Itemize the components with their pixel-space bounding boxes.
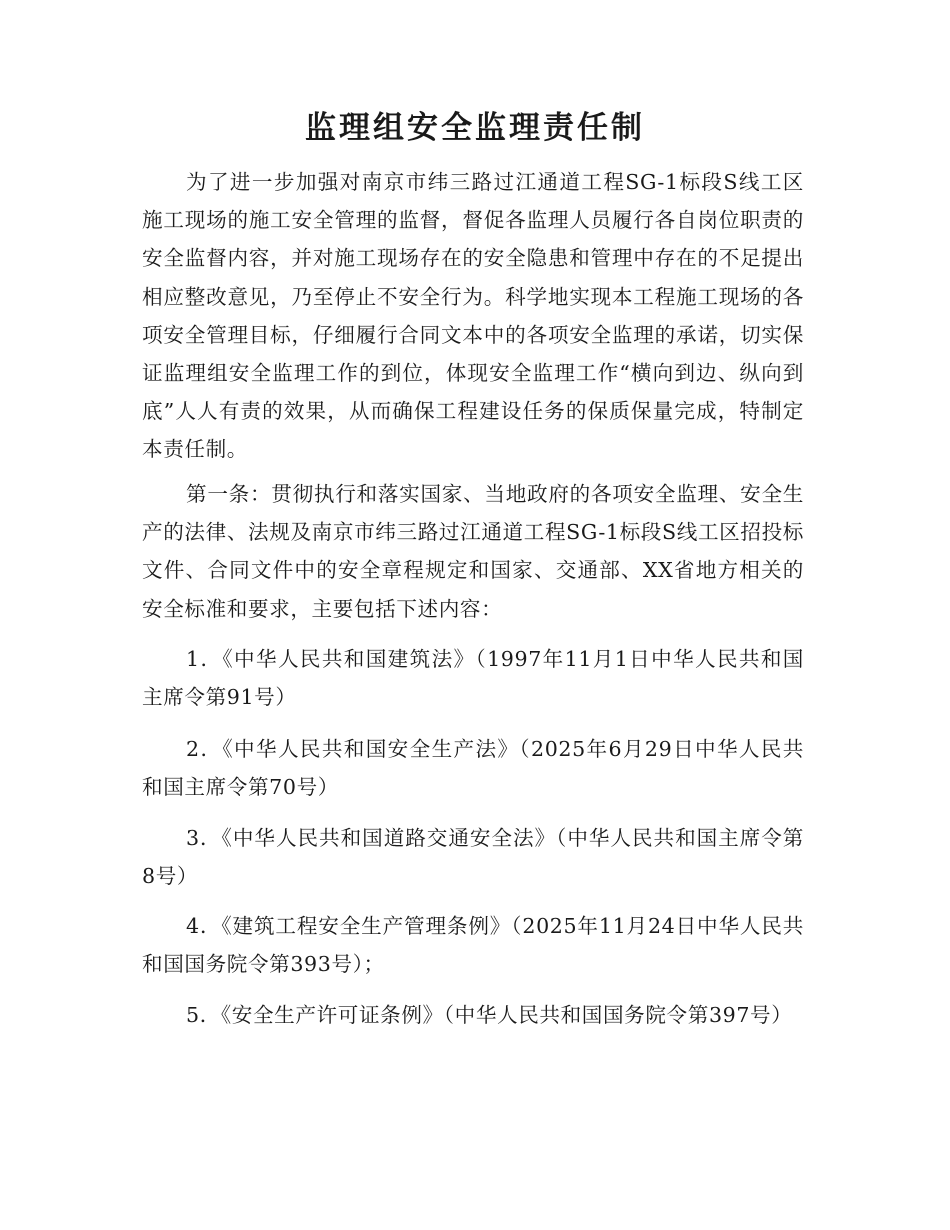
law-list-item: 5．《安全生产许可证条例》（中华人民共和国国务院令第397号） bbox=[186, 1003, 793, 1027]
law-list-item: 4．《建筑工程安全生产管理条例》（2025年11月24日中华人民共和国国务院令第393号）； bbox=[142, 914, 804, 977]
article-1-paragraph: 第一条：贯彻执行和落实国家、当地政府的各项安全监理、安全生产的法律、法规及南京市纬三路过江通道工程SG-1标段S线工区招投标文件、合同文件中的安全章程规定和国家、交通部、XX省地方相关的安全标准和要求，主要包括下述内容： bbox=[142, 482, 804, 621]
law-list-item: 2．《中华人民共和国安全生产法》（2025年6月29日中华人民共和国主席令第70号） bbox=[142, 737, 804, 800]
law-list-item: 3．《中华人民共和国道路交通安全法》（中华人民共和国主席令第8号） bbox=[142, 826, 804, 889]
intro-paragraph: 为了进一步加强对南京市纬三路过江通道工程SG-1标段S线工区施工现场的施工安全管理的监督，督促各监理人员履行各自岗位职责的安全监督内容，并对施工现场存在的安全隐患和管理中存在的不足提出相应整改意见，乃至停止不安全行为。科学地实现本工程施工现场的各项安全管理目标，仔细履行合同文本中的各项安全监理的承诺，切实保证监理组安全监理工作的到位，体现安全监理工作“横向到边、纵向到底”人人有责的效果，从而确保工程建设任务的保质保量完成，特制定本责任制。 bbox=[142, 170, 804, 462]
law-list-item: 1．《中华人民共和国建筑法》（1997年11月1日中华人民共和国主席令第91号） bbox=[142, 647, 804, 710]
document-title: 监理组安全监理责任制 bbox=[305, 110, 645, 146]
